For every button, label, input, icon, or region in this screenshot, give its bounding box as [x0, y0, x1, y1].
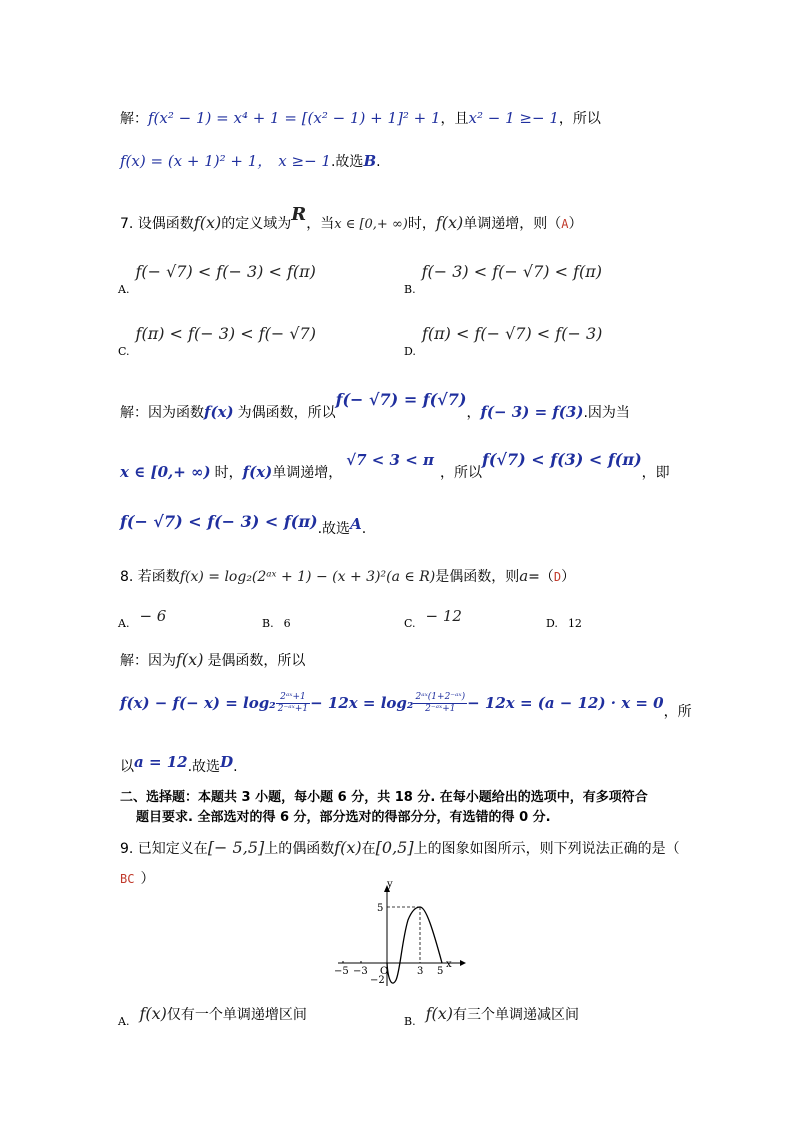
- text: .故选: [187, 759, 221, 775]
- option-label: C.: [404, 617, 416, 630]
- answer-letter: B: [363, 152, 377, 170]
- x-axis-arrow: [460, 960, 466, 966]
- tick-label: 3: [417, 966, 424, 977]
- formula: f(x): [334, 838, 362, 857]
- formula: f(x) = (x + 1)² + 1，: [120, 152, 273, 170]
- q-number: 9. 已知定义在: [120, 841, 208, 857]
- section-2-heading: 二、选择题：本题共 3 小题，每小题 6 分，共 18 分. 在每小题给出的选项中，有多项符合: [120, 790, 648, 805]
- answer-letter: A: [561, 217, 569, 231]
- text: 单调递增，: [272, 465, 343, 481]
- formula: f(− 3) = f(3): [480, 403, 584, 421]
- option-expr: f(π) < f(− √7) < f(− 3): [421, 324, 603, 343]
- option-label: C.: [118, 345, 130, 358]
- formula: f(x): [176, 650, 204, 669]
- tick-label: 5: [437, 966, 444, 977]
- text: 解：因为: [120, 653, 176, 669]
- text: 时，: [407, 216, 436, 232]
- option-label: B.: [262, 617, 274, 630]
- text: 以: [120, 759, 134, 775]
- tick-label: −5: [334, 966, 349, 977]
- q7-option-a: [118, 262, 316, 296]
- q8-option-d: [546, 612, 582, 631]
- formula: f(x): [193, 213, 222, 232]
- q8-option-a: [118, 606, 167, 630]
- formula: a: [519, 567, 529, 585]
- formula: f(x): [242, 463, 273, 481]
- fraction: [413, 692, 467, 715]
- option-value: 12: [567, 617, 582, 630]
- text: ，所以: [439, 465, 482, 481]
- tick-label: −3: [353, 966, 368, 977]
- text: ，: [466, 405, 481, 421]
- text: ，所: [663, 704, 692, 720]
- text: .: [376, 154, 381, 170]
- solution-7-line-1: [120, 390, 630, 421]
- option-value: 6: [283, 617, 291, 630]
- formula: f(x): [425, 1004, 454, 1023]
- text: ）: [561, 569, 576, 585]
- q7-option-d: [404, 324, 603, 358]
- solution-8-line-3: [120, 752, 238, 775]
- formula: x ∈ [0,+ ∞): [334, 217, 408, 232]
- q7-option-b: [404, 262, 603, 296]
- text: 时，: [214, 465, 243, 481]
- curve: [387, 907, 442, 983]
- option-expr: f(− √7) < f(− 3) < f(π): [135, 262, 316, 281]
- text: ，所以: [558, 111, 601, 127]
- section-2-heading-cont: 题目要求. 全部选对的得 6 分，部分选对的得部分分，有选错的得 0 分.: [136, 810, 551, 825]
- function-graph: [330, 880, 470, 990]
- option-label: A.: [118, 617, 130, 630]
- formula: R: [291, 204, 307, 225]
- text: 的定义域为: [221, 216, 292, 232]
- option-text: 有三个单调递减区间: [453, 1007, 580, 1023]
- formula: f(− √7) < f(− 3) < f(π): [120, 512, 318, 531]
- answer-letter: A: [350, 515, 362, 533]
- formula: − 12x = (a − 12) · x = 0: [467, 694, 664, 712]
- option-label: A.: [118, 1015, 130, 1028]
- option-label: B.: [404, 283, 416, 296]
- formula: x² − 1 ≥− 1: [468, 109, 559, 127]
- text: .故选: [317, 521, 351, 537]
- label-jie: 解：: [120, 111, 148, 127]
- text: ，当: [306, 216, 335, 232]
- formula: f(x): [435, 213, 464, 232]
- text: .: [233, 759, 238, 775]
- answer-letters: BC: [120, 872, 135, 886]
- text: 为偶函数，所以: [237, 405, 336, 421]
- q7-option-c: [118, 324, 316, 358]
- text: ，且: [440, 111, 469, 127]
- question-9-answer: [120, 868, 154, 888]
- answer-letter: D: [220, 753, 234, 771]
- text: ）: [140, 871, 155, 887]
- formula: f(x) − f(− x) = log₂: [120, 694, 276, 712]
- question-7: [120, 204, 583, 233]
- answer-letter: D: [553, 570, 562, 584]
- option-label: A.: [118, 283, 130, 296]
- text: 上的偶函数: [264, 841, 335, 857]
- origin-label: O: [380, 966, 389, 977]
- text: 单调递增，则（: [463, 216, 562, 232]
- formula: x ∈ [0,+ ∞): [120, 463, 211, 481]
- option-label: B.: [404, 1015, 416, 1028]
- formula: f(x): [139, 1004, 167, 1023]
- formula: √7 < 3 < π: [346, 451, 434, 469]
- option-expr: f(π) < f(− 3) < f(− √7): [135, 324, 316, 343]
- formula: − 12x = log₂: [310, 694, 414, 712]
- formula: f(x): [204, 403, 234, 421]
- text: ）: [568, 216, 583, 232]
- text: =（: [528, 569, 554, 585]
- denominator: 2⁻ᵃˣ+1: [277, 704, 309, 714]
- option-value: − 6: [139, 607, 167, 625]
- numerator: 2ᵃˣ(1+2⁻ᵃˣ): [415, 692, 466, 702]
- question-8: [120, 566, 575, 586]
- solution-line-1: [120, 108, 601, 128]
- x-label: x: [446, 959, 452, 970]
- numerator: 2ᵃˣ+1: [276, 692, 310, 704]
- formula: x ≥− 1: [278, 152, 331, 170]
- formula: f(− √7) = f(√7): [335, 390, 467, 409]
- solution-7-line-2: [120, 450, 670, 481]
- text: .: [361, 521, 367, 537]
- q8-option-b: [262, 612, 291, 631]
- text: ，即: [641, 465, 670, 481]
- formula: [− 5,5]: [207, 838, 265, 857]
- text: .故选: [330, 154, 364, 170]
- q9-option-b: [404, 1004, 580, 1028]
- tick-label: −2: [370, 975, 385, 986]
- formula: [0,5]: [375, 838, 414, 857]
- solution-line-2: [120, 150, 381, 171]
- option-label: D.: [546, 617, 558, 630]
- q9-option-a: [118, 1004, 307, 1028]
- fraction: [276, 692, 310, 715]
- option-label: D.: [404, 345, 416, 358]
- solution-8-line-2: [120, 692, 692, 720]
- formula: f(x² − 1) = x⁴ + 1 = [(x² − 1) + 1]² + 1: [148, 109, 441, 127]
- q8-option-c: [404, 606, 462, 630]
- text: 解：因为函数: [120, 405, 204, 421]
- q-number: 8. 若函数: [120, 569, 180, 585]
- formula: a = 12: [134, 753, 188, 771]
- question-9: [120, 838, 680, 858]
- formula: f(√7) < f(3) < f(π): [481, 450, 642, 469]
- text: .因为当: [583, 405, 630, 421]
- option-value: − 12: [425, 607, 462, 625]
- solution-7-line-3: [120, 512, 367, 537]
- formula: f(x) = log₂(2ᵃˣ + 1) − (x + 3)²(a ∈ R): [179, 569, 436, 585]
- text: 上的图象如图所示，则下列说法正确的是（: [413, 841, 680, 857]
- option-text: 仅有一个单调递增区间: [166, 1007, 307, 1023]
- text: 是偶函数，所以: [207, 653, 306, 669]
- tick-label: 5: [377, 903, 384, 914]
- y-label: y: [387, 880, 393, 890]
- option-expr: f(− 3) < f(− √7) < f(π): [421, 262, 603, 281]
- solution-8-line-1: [120, 650, 305, 670]
- denominator: 2⁻ᵃˣ+1: [425, 704, 456, 714]
- q-number: 7. 设偶函数: [120, 216, 194, 232]
- text: 是偶函数，则: [435, 569, 520, 585]
- text: 在: [361, 841, 376, 857]
